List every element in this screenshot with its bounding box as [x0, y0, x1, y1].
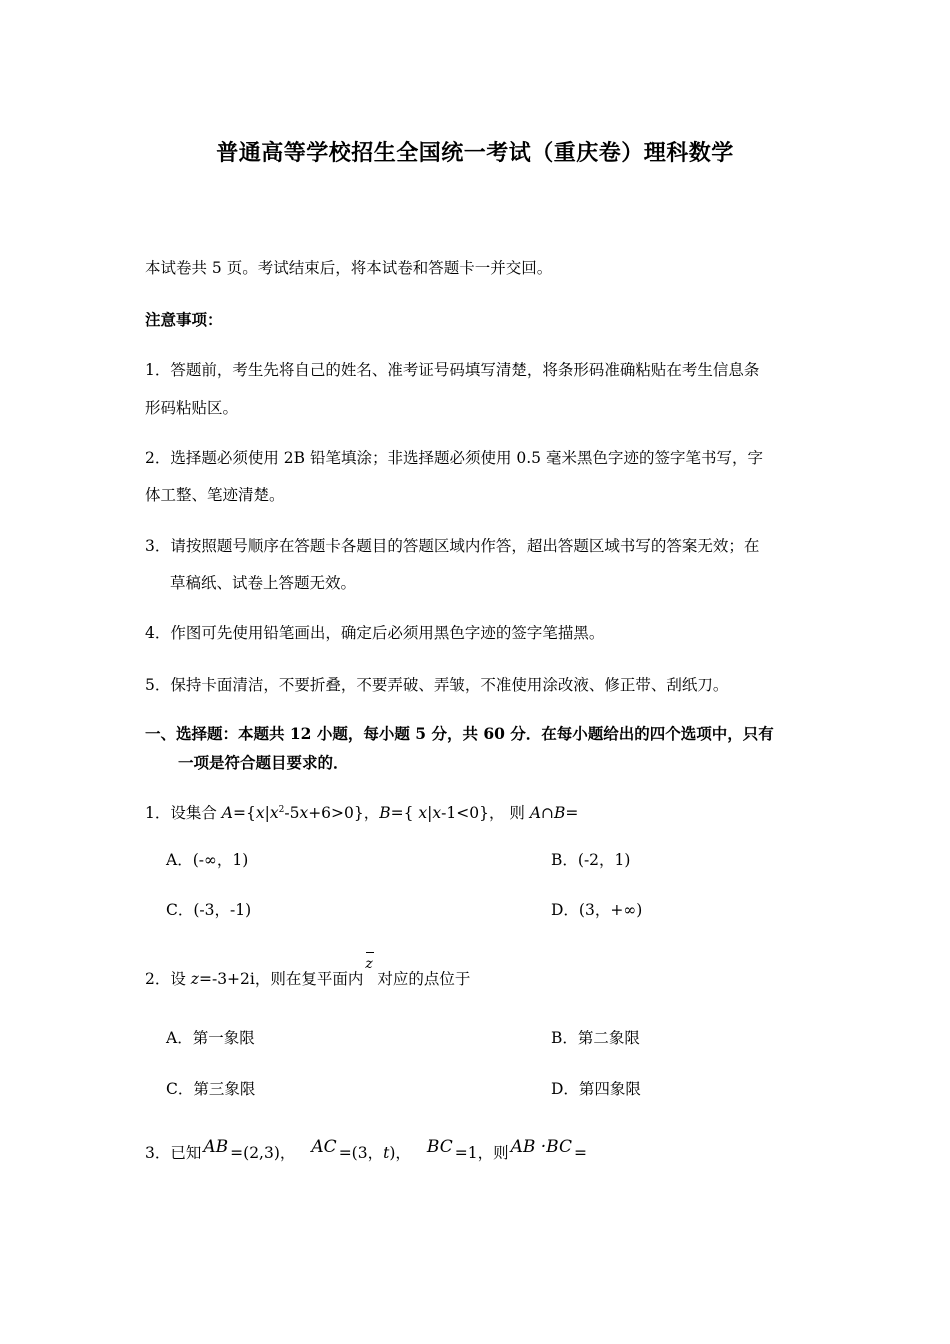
- q1-text: ={: [233, 804, 256, 822]
- notice-3-line2: 草稿纸、试卷上答题无效。: [170, 574, 357, 592]
- notice-heading: 注意事项：: [145, 310, 223, 329]
- question-3-stem: [145, 1137, 587, 1163]
- q1-text: -1<0}， 则: [441, 804, 530, 822]
- page-title: 普通高等学校招生全国统一考试（重庆卷）理科数学: [216, 140, 734, 166]
- notice-5: 5．保持卡面清洁，不要折叠，不要弄破、弄皱，不准使用涂改液、修正带、刮纸刀。: [145, 676, 729, 694]
- question-2-stem: [145, 956, 471, 989]
- q1-var: x: [255, 804, 265, 822]
- q1-text: |: [427, 804, 433, 822]
- q1-set-a: A: [529, 804, 542, 822]
- q1-intersection: ∩: [541, 804, 555, 822]
- q1-number: 1．设集合: [145, 804, 222, 822]
- q1-var: x: [299, 804, 309, 822]
- notice-1-line1: 1．答题前，考生先将自己的姓名、准考证号码填写清楚，将条形码准确粘贴在考生信息条: [145, 361, 760, 379]
- q3-var: t: [383, 1144, 390, 1162]
- q1-var: x: [269, 804, 279, 822]
- q3-text: )，: [389, 1144, 411, 1162]
- q1-exponent: 2: [278, 805, 285, 815]
- vector-ac: AC: [311, 1137, 337, 1157]
- q1-text: =: [565, 804, 579, 822]
- q3-text: =1，则: [454, 1144, 509, 1162]
- q1-option-d[interactable]: D．(3，+∞): [551, 901, 643, 919]
- q2-number: 2．设: [145, 970, 191, 988]
- q1-var: x: [432, 804, 442, 822]
- notice-4: 4．作图可先使用铅笔画出，确定后必须用黑色字迹的签字笔描黑。: [145, 624, 605, 642]
- overline: [366, 952, 374, 953]
- q2-option-b[interactable]: B．第二象限: [551, 1029, 640, 1047]
- q2-option-d[interactable]: D．第四象限: [551, 1080, 641, 1098]
- q2-var: z: [190, 970, 199, 988]
- q3-text: =: [573, 1144, 587, 1162]
- vector-ab: AB: [203, 1137, 229, 1157]
- q2-option-a[interactable]: A．第一象限: [166, 1029, 255, 1047]
- q2-text: =-3+2i，则在复平面内: [198, 970, 364, 988]
- q1-option-b[interactable]: B．(-2，1): [551, 851, 631, 869]
- q1-set-b: B: [379, 804, 391, 822]
- question-1-stem: [145, 800, 578, 823]
- q1-var: x: [418, 804, 428, 822]
- notice-1-line2: 形码粘贴区。: [145, 399, 239, 417]
- q3-text: =(3，: [338, 1144, 384, 1162]
- q1-text: -5: [284, 804, 300, 822]
- section1-heading-line2: 一项是符合题目要求的．: [178, 753, 349, 772]
- dot-product: AB ·BC: [510, 1137, 572, 1157]
- notice-3-line1: 3．请按照题号顺序在答题卡各题目的答题区域内作答，超出答题区域书写的答案无效；在: [145, 537, 760, 555]
- q1-text: |: [264, 804, 270, 822]
- q2-text: 对应的点位于: [377, 970, 471, 988]
- intro-text: 本试卷共 5 页。考试结束后，将本试卷和答题卡一并交回。: [145, 259, 553, 277]
- z-conjugate-symbol: [363, 956, 377, 984]
- notice-2-line2: 体工整、笔迹清楚。: [145, 486, 285, 504]
- q3-text: =(2,3)，: [230, 1144, 296, 1162]
- q3-number: 3．已知: [145, 1144, 202, 1162]
- q1-text: +6>0}，: [308, 804, 380, 822]
- section1-heading-line1: 一、选择题：本题共 12 小题，每小题 5 分，共 60 分．在每小题给出的四个选项中，只有: [145, 724, 774, 743]
- q1-text: ={: [390, 804, 419, 822]
- q1-set-b: B: [554, 804, 566, 822]
- notice-2-line1: 2．选择题必须使用 2B 铅笔填涂；非选择题必须使用 0.5 毫米黑色字迹的签字笔书写，字: [145, 449, 763, 467]
- vector-bc: BC: [426, 1137, 453, 1157]
- q2-option-c[interactable]: C．第三象限: [166, 1080, 256, 1098]
- q1-set-a: A: [221, 804, 233, 822]
- q1-option-c[interactable]: C．(-3，-1): [166, 901, 252, 919]
- q1-option-a[interactable]: A．(-∞，1): [166, 851, 249, 869]
- q2-zbar: z: [365, 956, 373, 972]
